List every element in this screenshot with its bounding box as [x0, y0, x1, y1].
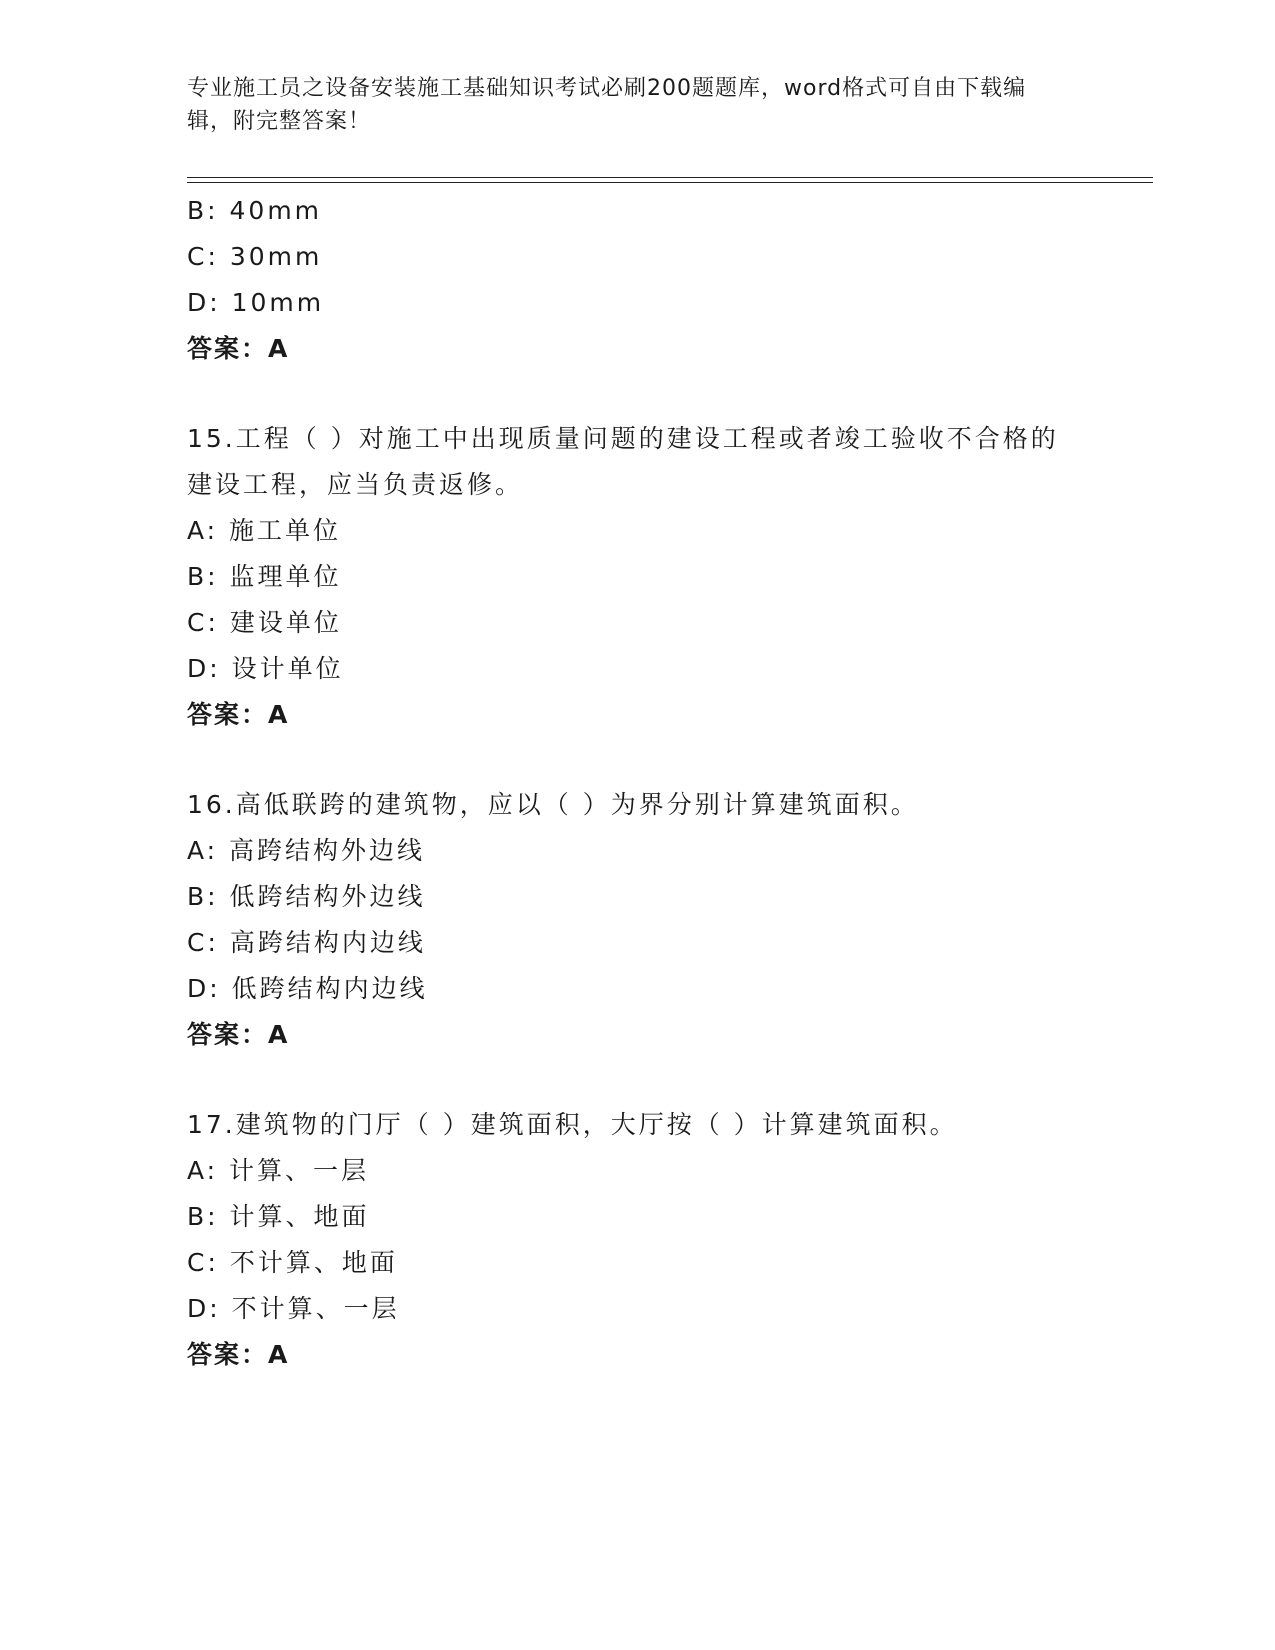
option-a: A: 高跨结构外边线	[187, 836, 426, 865]
question-stem: 16.高低联跨的建筑物，应以（ ）为界分别计算建筑面积。	[187, 790, 919, 819]
answer-line: 答案：A	[187, 1020, 290, 1049]
option-a: A: 计算、一层	[187, 1156, 370, 1185]
question-14-continued	[187, 188, 1087, 372]
option-c: C: 高跨结构内边线	[187, 928, 426, 957]
answer-line: 答案：A	[187, 1340, 290, 1369]
question-stem: 17.建筑物的门厅（ ）建筑面积，大厅按（ ）计算建筑面积。	[187, 1110, 958, 1139]
option-b: B: 计算、地面	[187, 1202, 370, 1231]
question-16	[187, 782, 1087, 1058]
header-divider-top	[187, 177, 1153, 178]
option-b: B: 低跨结构外边线	[187, 882, 426, 911]
option-d: D: 低跨结构内边线	[187, 974, 428, 1003]
option-d: D: 不计算、一层	[187, 1294, 400, 1323]
option-b: B: 监理单位	[187, 562, 342, 591]
answer-line: 答案：A	[187, 334, 290, 363]
option-c: C: 30mm	[187, 242, 323, 271]
option-c: C: 不计算、地面	[187, 1248, 398, 1277]
option-a: A: 施工单位	[187, 516, 342, 545]
document-body	[187, 188, 1087, 1378]
option-c: C: 建设单位	[187, 608, 342, 637]
question-15	[187, 416, 1087, 738]
answer-line: 答案：A	[187, 700, 290, 729]
header-divider-bottom	[187, 182, 1153, 183]
document-header: 专业施工员之设备安装施工基础知识考试必刷200题题库，word格式可自由下载编辑，附完整答案！	[187, 76, 1027, 134]
question-17	[187, 1102, 1087, 1378]
option-d: D: 10mm	[187, 288, 325, 317]
option-d: D: 设计单位	[187, 654, 344, 683]
question-stem: 15.工程（ ）对施工中出现质量问题的建设工程或者竣工验收不合格的建设工程，应当负责返修。	[187, 424, 1059, 499]
option-b: B: 40mm	[187, 196, 323, 225]
